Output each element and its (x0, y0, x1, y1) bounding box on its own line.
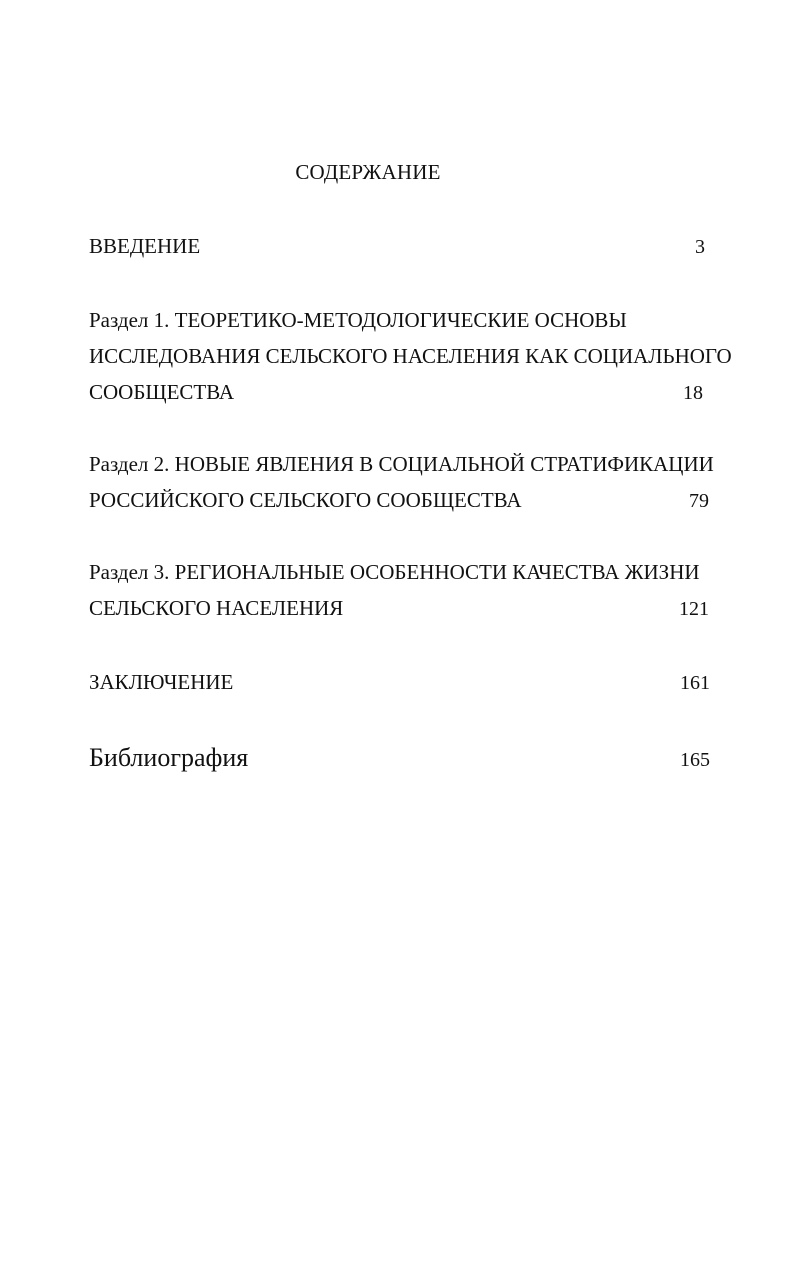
toc-entry-label-line: СООБЩЕСТВА (89, 380, 235, 404)
toc-entry-introduction[interactable] (89, 228, 705, 264)
toc-entry-row (89, 590, 709, 626)
toc-entry-label: ВВЕДЕНИЕ (89, 234, 201, 258)
toc-entry-conclusion[interactable] (89, 664, 710, 700)
toc-entry-label-line: Раздел 2. НОВЫЕ ЯВЛЕНИЯ В СОЦИАЛЬНОЙ СТРАТИФИКАЦИИ (89, 452, 714, 476)
toc-entry-label-line: СЕЛЬСКОГО НАСЕЛЕНИЯ (89, 596, 344, 620)
toc-entry-row (89, 228, 705, 264)
toc-entry-label: ЗАКЛЮЧЕНИЕ (89, 670, 234, 694)
toc-entry-label-line: Раздел 3. РЕГИОНАЛЬНЫЕ ОСОБЕННОСТИ КАЧЕСТВА ЖИЗНИ (89, 560, 700, 584)
toc-entry-page-number: 18 (683, 382, 703, 404)
toc-entry-label-line: ИССЛЕДОВАНИЯ СЕЛЬСКОГО НАСЕЛЕНИЯ КАК СОЦИАЛЬНОГО (89, 344, 732, 368)
toc-entry-page-number: 121 (679, 598, 709, 620)
toc-entry-page-number: 161 (680, 672, 710, 694)
toc-entry-row (89, 482, 709, 518)
toc-entry-page-number: 3 (695, 236, 705, 258)
toc-entry-label-line: РОССИЙСКОГО СЕЛЬСКОГО СООБЩЕСТВА (89, 488, 522, 512)
toc-entry-row (89, 374, 703, 410)
toc-entry-section-3[interactable] (89, 554, 709, 626)
toc-title: СОДЕРЖАНИЕ (295, 160, 441, 184)
toc-entry-section-2[interactable] (89, 446, 714, 518)
toc-entry-page-number: 165 (680, 749, 710, 771)
toc-entry-section-1[interactable] (89, 302, 732, 410)
toc-entry-page-number: 79 (689, 490, 709, 512)
toc-entry-bibliography[interactable] (89, 740, 710, 776)
toc-entry-label: Библиография (89, 743, 249, 772)
toc-entry-row (89, 664, 710, 700)
toc-entry-row (89, 740, 710, 776)
toc-entry-label-line: Раздел 1. ТЕОРЕТИКО-МЕТОДОЛОГИЧЕСКИЕ ОСНОВЫ (89, 308, 627, 332)
